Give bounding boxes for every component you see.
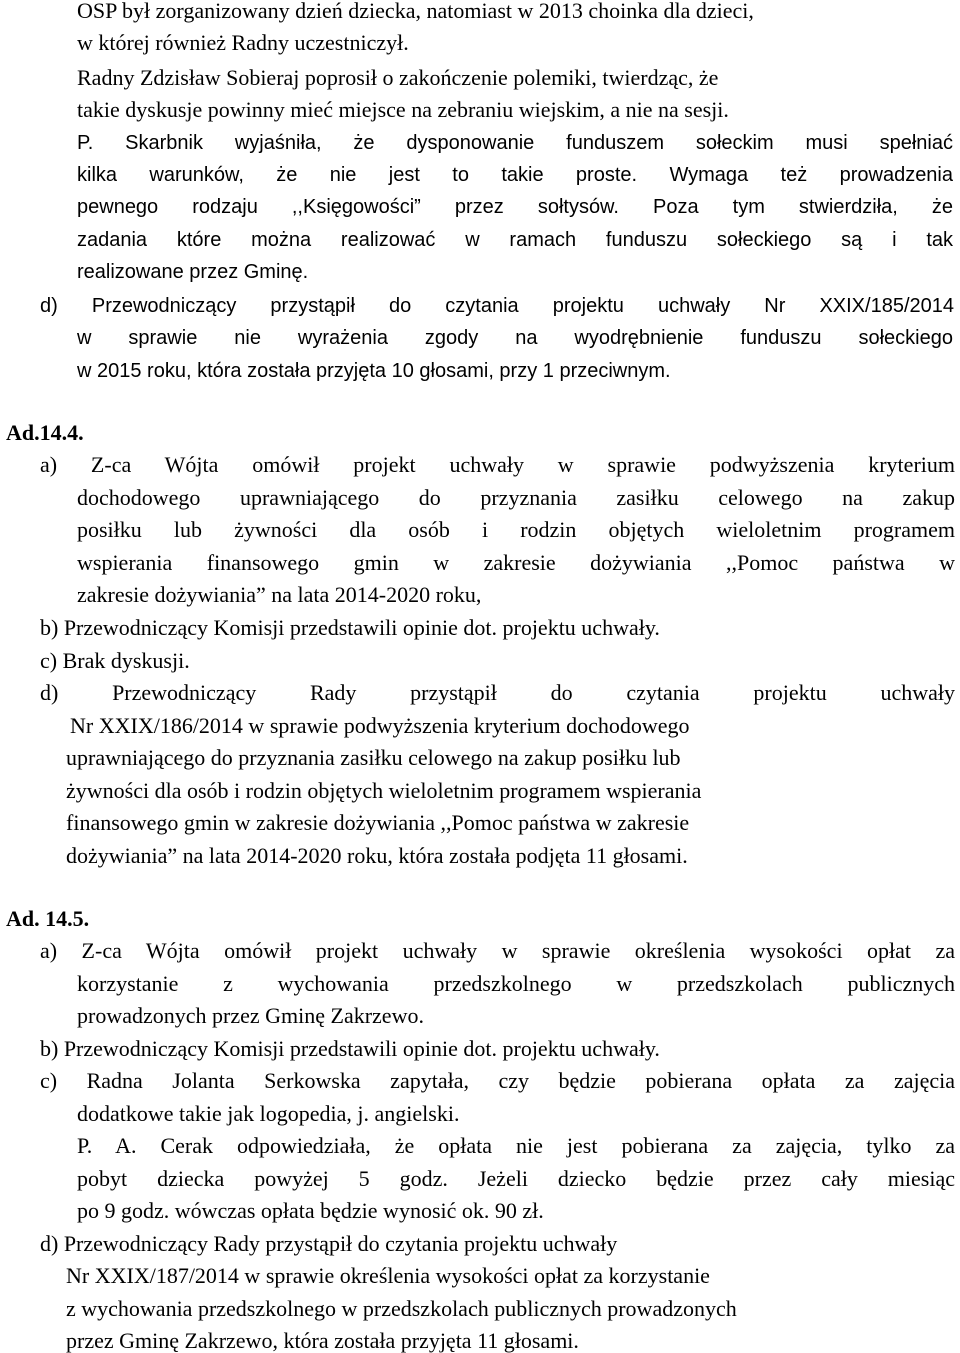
- body-text-line: posiłku lub żywności dla osób i rodzin objętych wieloletnim programem: [77, 517, 955, 542]
- list-item-a: a) Z-ca Wójta omówił projekt uchwały w sprawie podwyższenia kryterium: [40, 452, 955, 477]
- body-text-line: uprawniającego do przyznania zasiłku celowego na zakup posiłku lub: [66, 745, 681, 770]
- list-item-a: a) Z-ca Wójta omówił projekt uchwały w sprawie określenia wysokości opłat za: [40, 938, 955, 963]
- section-heading: Ad. 14.5.: [6, 906, 90, 931]
- body-text-line: OSP był zorganizowany dzień dziecka, natomiast w 2013 choinka dla dzieci,: [77, 0, 754, 23]
- body-text-line: zadania które można realizować w ramach funduszu sołeckiego są i tak: [77, 229, 953, 251]
- list-item-d: d) Przewodniczący przystąpił do czytania projektu uchwały Nr XXIX/185/2014: [40, 295, 954, 317]
- body-text-line: z wychowania przedszkolnego w przedszkolach publicznych prowadzonych: [66, 1296, 737, 1321]
- body-text-line: pewnego rodzaju ,,Księgowości” przez sołtysów. Poza tym stwierdziła, że: [77, 196, 953, 218]
- body-text-line: realizowane przez Gminę.: [77, 261, 309, 283]
- body-text-line: Nr XXIX/187/2014 w sprawie określenia wysokości opłat za korzystanie: [66, 1263, 710, 1288]
- list-item-c: c) Brak dyskusji.: [40, 648, 190, 673]
- body-text-line: P. A. Cerak odpowiedziała, że opłata nie jest pobierana za zajęcia, tylko za: [77, 1133, 955, 1158]
- body-text-line: wspierania finansowego gmin w zakresie dożywiania ,,Pomoc państwa w: [77, 550, 955, 575]
- body-text-line: zakresie dożywiania” na lata 2014-2020 roku,: [77, 582, 482, 607]
- body-text-line: Nr XXIX/186/2014 w sprawie podwyższenia kryterium dochodowego: [70, 713, 690, 738]
- list-item-b: b) Przewodniczący Komisji przedstawili opinie dot. projektu uchwały.: [40, 615, 660, 640]
- body-text-line: Radny Zdzisław Sobieraj poprosił o zakończenie polemiki, twierdząc, że: [77, 65, 719, 90]
- body-text-line: w 2015 roku, która została przyjęta 10 głosami, przy 1 przeciwnym.: [77, 360, 671, 382]
- body-text-line: korzystanie z wychowania przedszkolnego w przedszkolach publicznych: [77, 971, 955, 996]
- list-item-d: d) Przewodniczący Rady przystąpił do czytania projektu uchwały: [40, 1231, 618, 1256]
- body-text-line: prowadzonych przez Gminę Zakrzewo.: [77, 1003, 424, 1028]
- body-text-line: dodatkowe takie jak logopedia, j. angielski.: [77, 1101, 460, 1126]
- list-item-b: b) Przewodniczący Komisji przedstawili opinie dot. projektu uchwały.: [40, 1036, 660, 1061]
- list-item-d: d) Przewodniczący Rady przystąpił do czytania projektu uchwały: [40, 680, 955, 705]
- body-text-line: w której również Radny uczestniczył.: [77, 30, 409, 55]
- body-text-line: przez Gminę Zakrzewo, która została przyjęta 11 głosami.: [66, 1328, 579, 1353]
- body-text-line: w sprawie nie wyrażenia zgody na wyodrębnienie funduszu sołeckiego: [77, 327, 953, 349]
- section-heading: Ad.14.4.: [6, 420, 84, 445]
- list-item-c: c) Radna Jolanta Serkowska zapytała, czy będzie pobierana opłata za zajęcia: [40, 1068, 955, 1093]
- body-text-line: żywności dla osób i rodzin objętych wieloletnim programem wspierania: [66, 778, 702, 803]
- body-text-line: P. Skarbnik wyjaśniła, że dysponowanie funduszem sołeckim musi spełniać: [77, 132, 953, 154]
- body-text-line: kilka warunków, że nie jest to takie proste. Wymaga też prowadzenia: [77, 164, 953, 186]
- body-text-line: pobyt dziecka powyżej 5 godz. Jeżeli dziecko będzie przez cały miesiąc: [77, 1166, 955, 1191]
- body-text-line: po 9 godz. wówczas opłata będzie wynosić ok. 90 zł.: [77, 1198, 544, 1223]
- body-text-line: finansowego gmin w zakresie dożywiania ,,Pomoc państwa w zakresie: [66, 810, 690, 835]
- body-text-line: dochodowego uprawniającego do przyznania zasiłku celowego na zakup: [77, 485, 955, 510]
- body-text-line: takie dyskusje powinny mieć miejsce na zebraniu wiejskim, a nie na sesji.: [77, 97, 729, 122]
- body-text-line: dożywiania” na lata 2014-2020 roku, która została podjęta 11 głosami.: [66, 843, 688, 868]
